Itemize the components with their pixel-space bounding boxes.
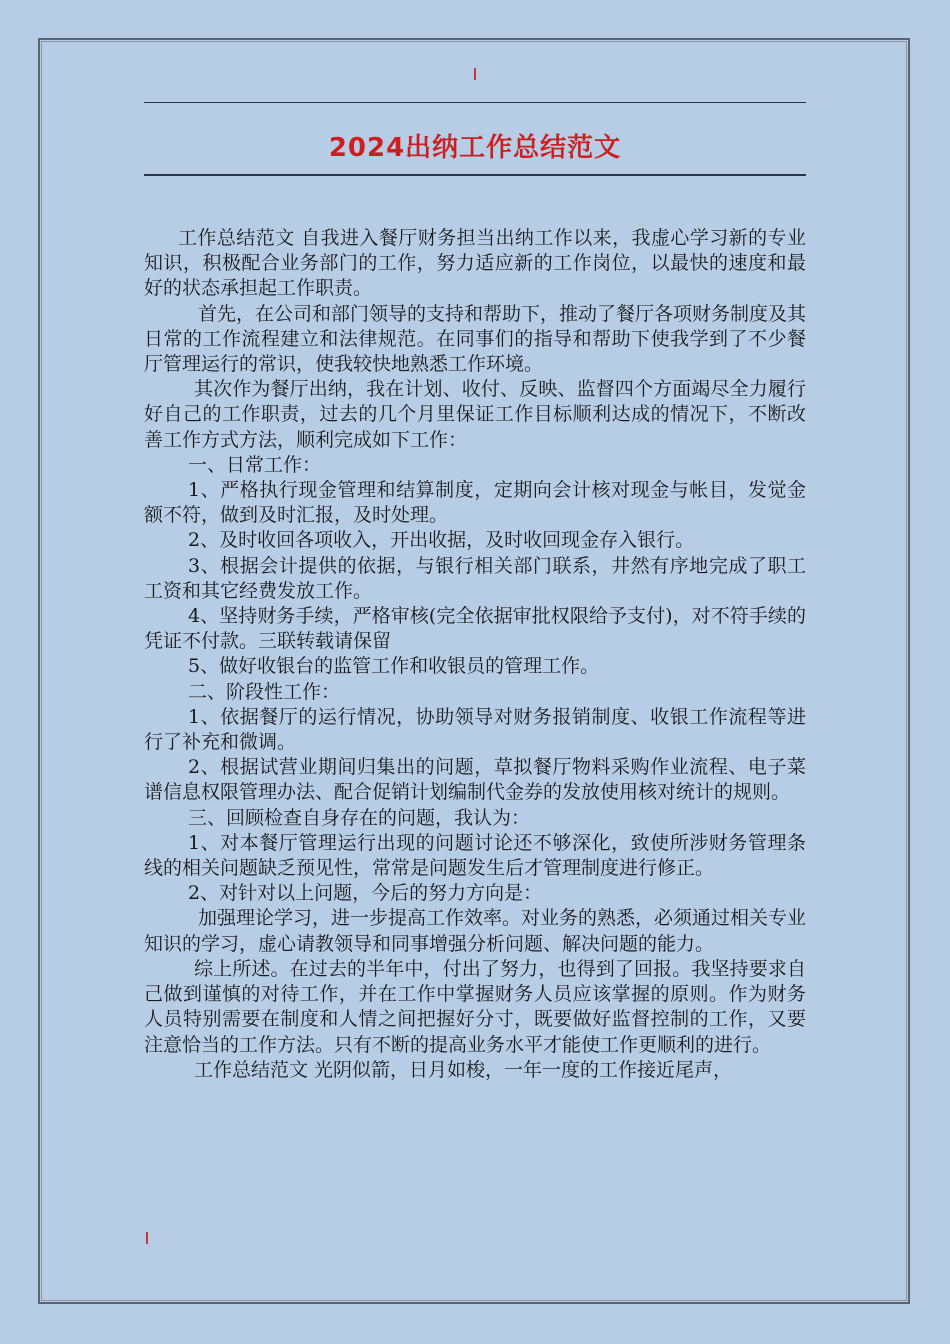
paragraph: 1、对本餐厅管理运行出现的问题讨论还不够深化，致使所涉财务管理条线的相关问题缺乏预见性，常常是问题发生后才管理制度进行修正。 — [144, 831, 806, 880]
paragraph: 2、根据试营业期间归集出的问题，草拟餐厅物料采购作业流程、电子菜谱信息权限管理办法、配合促销计划编制代金券的发放使用核对统计的规则。 — [144, 756, 806, 804]
paragraph: 加强理论学习，进一步提高工作效率。对业务的熟悉，必须通过相关专业知识的学习，虚心请教领导和同事增强分析问题、解决问题的能力。 — [144, 907, 807, 955]
paragraph: 其次作为餐厅出纳，我在计划、收付、反映、监督四个方面竭尽全力履行好自己的工作职责，过去的几个月里保证工作目标顺利达成的情况下，不断改善工作方式方法，顺利完成如下工作： — [144, 378, 806, 451]
paragraph: 二、阶段性工作： — [188, 680, 341, 703]
paragraph: 1、严格执行现金管理和结算制度，定期向会计核对现金与帐目，发觉金额不符，做到及时汇报，及时处理。 — [144, 479, 806, 527]
paragraph: 2、对针对以上问题，今后的努力方向是： — [188, 882, 543, 905]
paragraph: 三、回顾检查自身存在的问题，我认为： — [188, 806, 531, 829]
document-title: 2024出纳工作总结范文 — [328, 133, 622, 163]
paragraph: 首先，在公司和部门领导的支持和帮助下，推动了餐厅各项财务制度及其日常的工作流程建立和法律规范。在同事们的指导和帮助下使我学到了不少餐厅管理运行的常识，使我较快地熟悉工作环境。 — [144, 302, 807, 376]
footer-mark — [146, 1232, 148, 1244]
document-body — [144, 226, 806, 1083]
paragraph: 2、及时收回各项收入，开出收据，及时收回现金存入银行。 — [188, 529, 695, 552]
paragraph: 综上所述。在过去的半年中，付出了努力，也得到了回报。我坚持要求自己做到谨慎的对待工作，并在工作中掌握财务人员应该掌握的原则。作为财务人员特别需要在制度和人情之间把握好分寸，既要做好监督控制的工作，又要注意恰当的工作方法。只有不断的提高业务水平才能使工作更顺利的进行。 — [144, 957, 806, 1056]
paragraph: 5、做好收银台的监管工作和收银员的管理工作。 — [188, 655, 600, 678]
paragraph: 工作总结范文 自我进入餐厅财务担当出纳工作以来，我虚心学习新的专业知识，积极配合业务部门的工作，努力适应新的工作岗位，以最快的速度和最好的状态承担起工作职责。 — [144, 227, 806, 300]
title-rule — [144, 174, 806, 176]
paragraph: 3、根据会计提供的依据，与银行相关部门联系，井然有序地完成了职工工资和其它经费发放工作。 — [144, 554, 806, 602]
paragraph: 4、坚持财务手续，严格审核(完全依据审批权限给予支付)，对不符手续的凭证不付款。三联转载请保留 — [144, 605, 806, 653]
paragraph: 1、依据餐厅的运行情况，协助领导对财务报销制度、收银工作流程等进行了补充和微调。 — [144, 705, 806, 754]
paragraph: 工作总结范文 光阴似箭，日月如梭，一年一度的工作接近尾声， — [194, 1058, 733, 1081]
header-rule — [144, 102, 806, 103]
header-mark — [474, 68, 476, 80]
paragraph: 一、日常工作： — [188, 453, 322, 476]
